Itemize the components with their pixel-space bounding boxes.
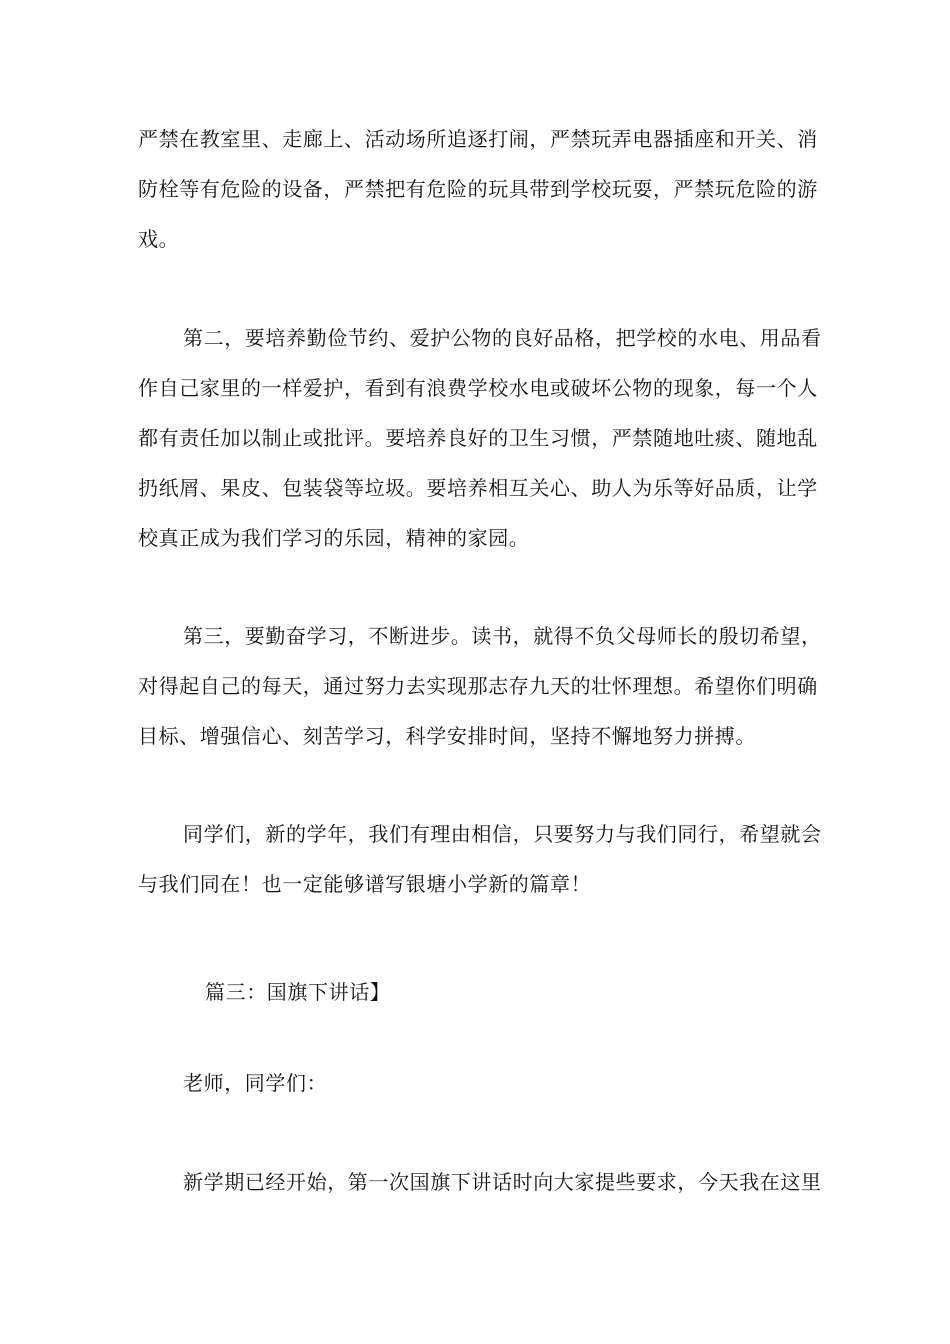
section-title: 篇三：国旗下讲话】 bbox=[205, 980, 391, 1004]
paragraph-second bbox=[138, 313, 822, 563]
paragraph-new-term bbox=[138, 1157, 822, 1207]
text-line: 与我们同在！也一定能够谱写银塘小学新的篇章！ bbox=[138, 872, 592, 896]
text-line: 都有责任加以制止或批评。要培养良好的卫生习惯，严禁随地吐痰、随地乱 bbox=[138, 426, 818, 450]
text-line: 作自己家里的一样爱护，看到有浪费学校水电或破坏公物的现象，每一个人 bbox=[138, 376, 818, 400]
text-line: 防栓等有危险的设备，严禁把有危险的玩具带到学校玩耍，严禁玩危险的游 bbox=[138, 177, 818, 201]
salutation bbox=[138, 1058, 818, 1108]
text-line: 戏。 bbox=[138, 227, 180, 251]
text-line: 目标、增强信心、刻苦学习，科学安排时间，坚持不懈地努力拼搏。 bbox=[138, 724, 756, 748]
text-line: 第二，要培养勤俭节约、爱护公物的良好品格，把学校的水电、用品看 bbox=[183, 326, 822, 350]
section-heading bbox=[138, 967, 818, 1017]
paragraph-third bbox=[138, 611, 822, 761]
text-line: 对得起自己的每天，通过努力去实现那志存九天的壮怀理想。希望你们明确 bbox=[138, 674, 818, 698]
paragraph-closing bbox=[138, 809, 822, 909]
text-line: 新学期已经开始，第一次国旗下讲话时向大家提些要求，今天我在这里 bbox=[183, 1170, 822, 1194]
text-line: 校真正成为我们学习的乐园，精神的家园。 bbox=[138, 526, 530, 550]
text-line: 第三，要勤奋学习，不断进步。读书，就得不负父母师长的殷切希望， bbox=[183, 624, 822, 648]
text-line: 同学们，新的学年，我们有理由相信，只要努力与我们同行，希望就会 bbox=[183, 822, 822, 846]
text-line: 扔纸屑、果皮、包装袋等垃圾。要培养相互关心、助人为乐等好品质，让学 bbox=[138, 476, 818, 500]
paragraph-safety bbox=[138, 114, 818, 264]
salutation-text: 老师，同学们： bbox=[183, 1071, 328, 1095]
text-line: 严禁在教室里、走廊上、活动场所追逐打闹，严禁玩弄电器插座和开关、消 bbox=[138, 127, 818, 151]
